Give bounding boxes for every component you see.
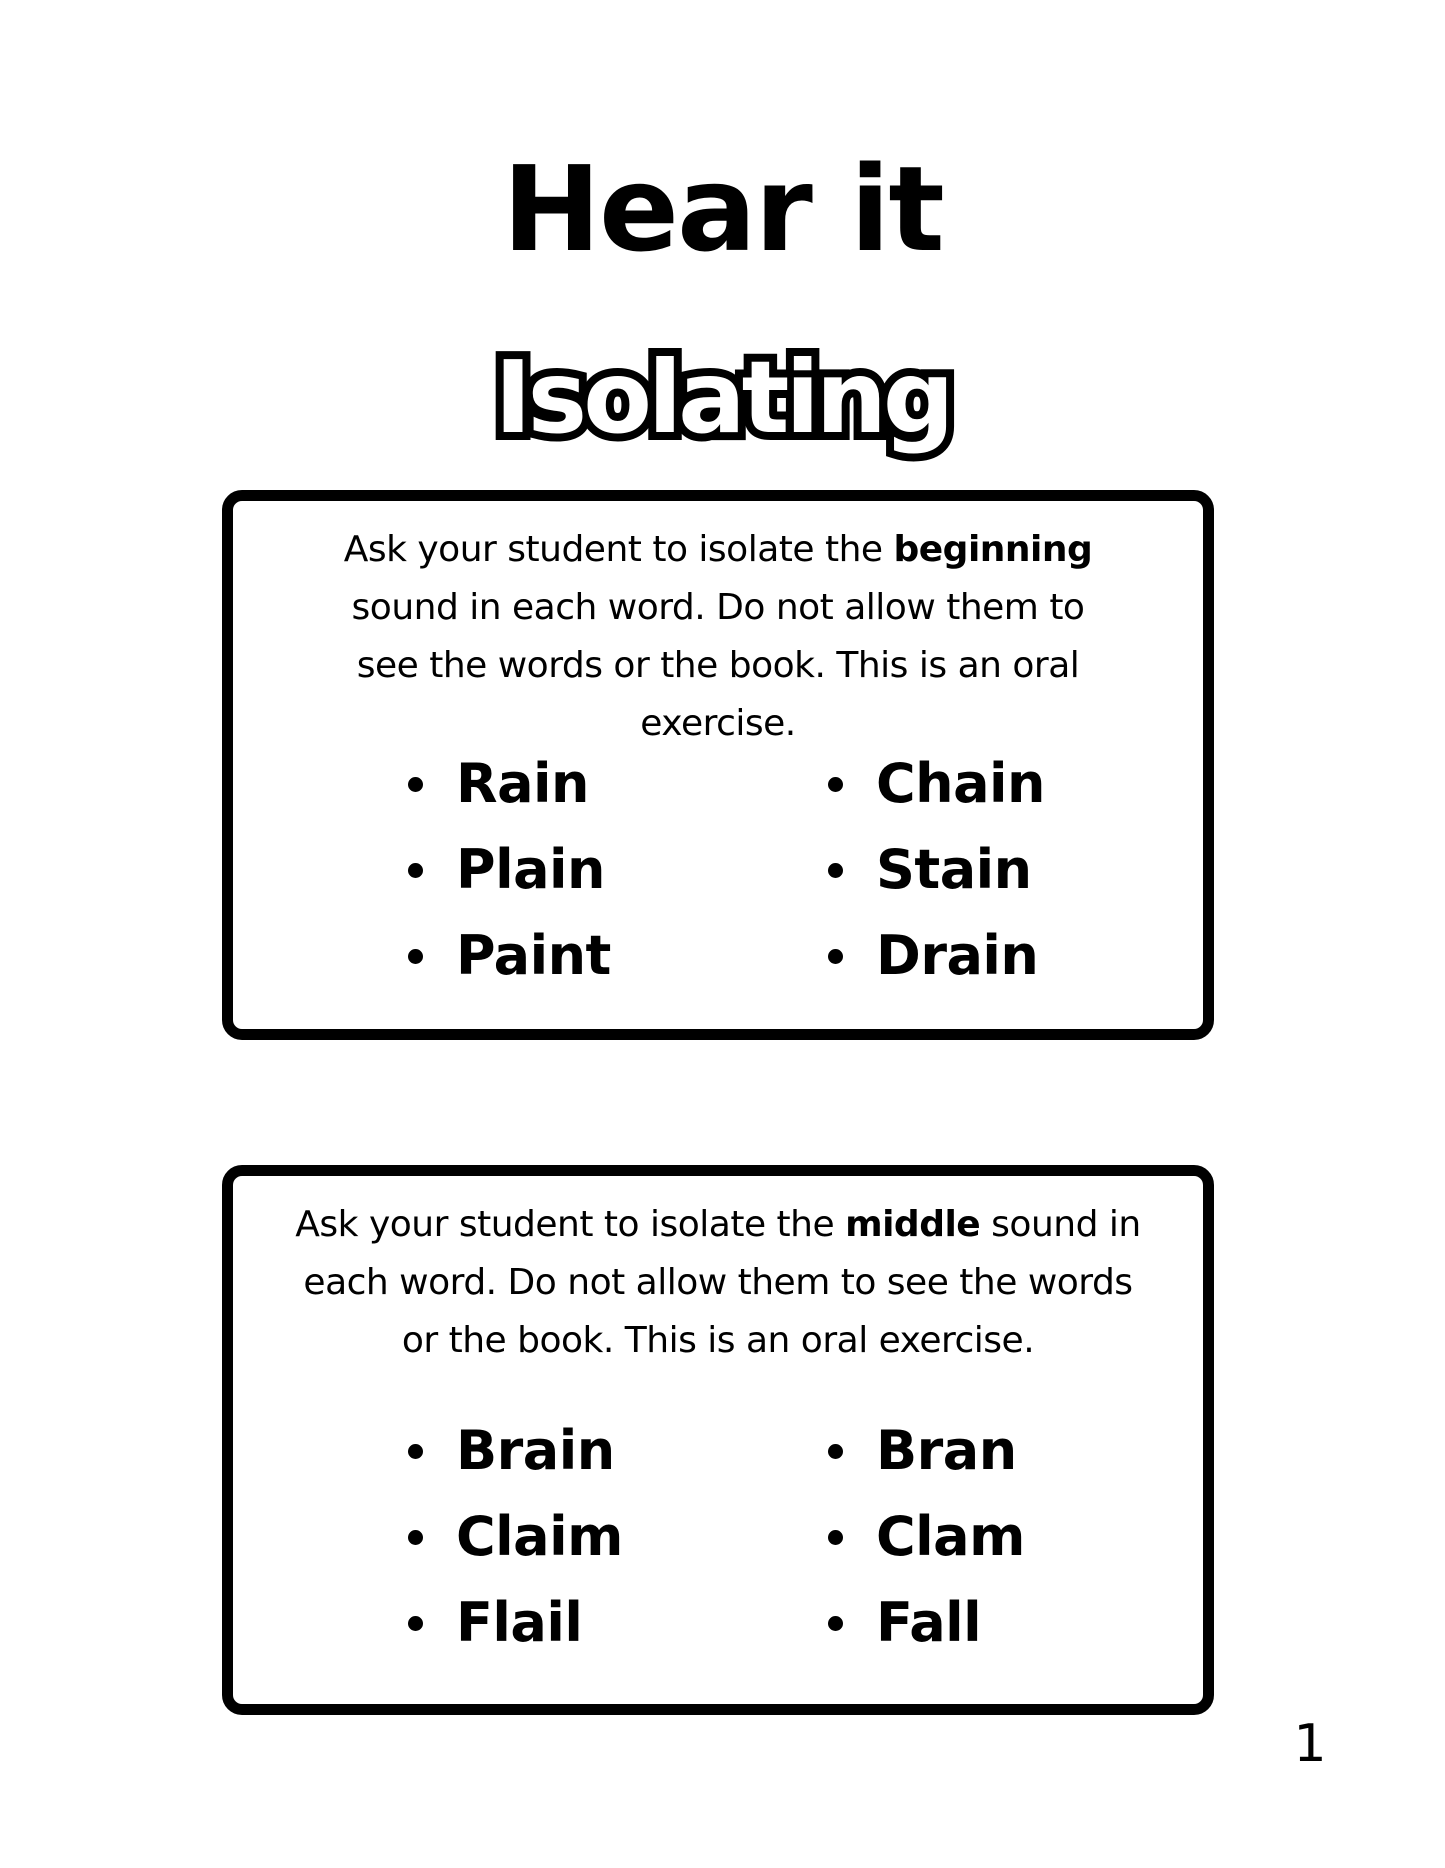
word-list-right — [828, 1408, 1025, 1666]
page-subtitle: Isolating — [494, 339, 951, 456]
word-item — [828, 1408, 1025, 1494]
word-label: Flail — [456, 1591, 583, 1654]
bullet-icon — [828, 949, 843, 964]
bullet-icon — [408, 949, 423, 964]
word-list-right — [828, 741, 1045, 999]
word-label: Chain — [876, 752, 1045, 815]
word-item — [828, 827, 1045, 913]
word-label: Drain — [876, 924, 1039, 987]
word-item — [408, 1408, 623, 1494]
word-label: Bran — [876, 1419, 1017, 1482]
word-list-left — [408, 741, 611, 999]
word-label: Plain — [456, 838, 605, 901]
word-label: Brain — [456, 1419, 615, 1482]
word-item — [408, 1494, 623, 1580]
instructions-text — [318, 521, 1118, 753]
instruction-text-start: Ask your student to isolate the — [343, 529, 894, 570]
word-item — [408, 1580, 623, 1666]
word-item — [408, 741, 611, 827]
word-item — [408, 827, 611, 913]
bullet-icon — [408, 1530, 423, 1545]
bullet-icon — [828, 1444, 843, 1459]
word-label: Paint — [456, 924, 611, 987]
instruction-text-end: sound in each word. Do not allow them to see the words or the book. This is an oral exercise. — [303, 1204, 1141, 1361]
instruction-emphasis: middle — [845, 1204, 981, 1245]
instruction-text-start: Ask your student to isolate the — [295, 1204, 846, 1245]
bullet-icon — [828, 1530, 843, 1545]
bullet-icon — [408, 863, 423, 878]
bullet-icon — [828, 777, 843, 792]
word-item — [828, 1494, 1025, 1580]
instruction-text-end: sound in each word. Do not allow them to see the words or the book. This is an oral exercise. — [351, 587, 1085, 744]
beginning-sound-card — [222, 490, 1214, 1040]
bullet-icon — [408, 1616, 423, 1631]
word-item — [828, 1580, 1025, 1666]
page-number: 1 — [1293, 1714, 1327, 1774]
word-label: Claim — [456, 1505, 623, 1568]
bullet-icon — [828, 1616, 843, 1631]
bullet-icon — [408, 1444, 423, 1459]
instruction-emphasis: beginning — [893, 529, 1093, 570]
word-label: Stain — [876, 838, 1032, 901]
bullet-icon — [408, 777, 423, 792]
word-item — [408, 913, 611, 999]
word-label: Clam — [876, 1505, 1025, 1568]
bullet-icon — [828, 863, 843, 878]
word-item — [828, 913, 1045, 999]
word-item — [828, 741, 1045, 827]
middle-sound-card — [222, 1165, 1214, 1715]
word-label: Rain — [456, 752, 589, 815]
word-label: Fall — [876, 1591, 982, 1654]
page-title: Hear it — [502, 140, 943, 278]
instructions-text — [283, 1196, 1153, 1370]
word-list-left — [408, 1408, 623, 1666]
